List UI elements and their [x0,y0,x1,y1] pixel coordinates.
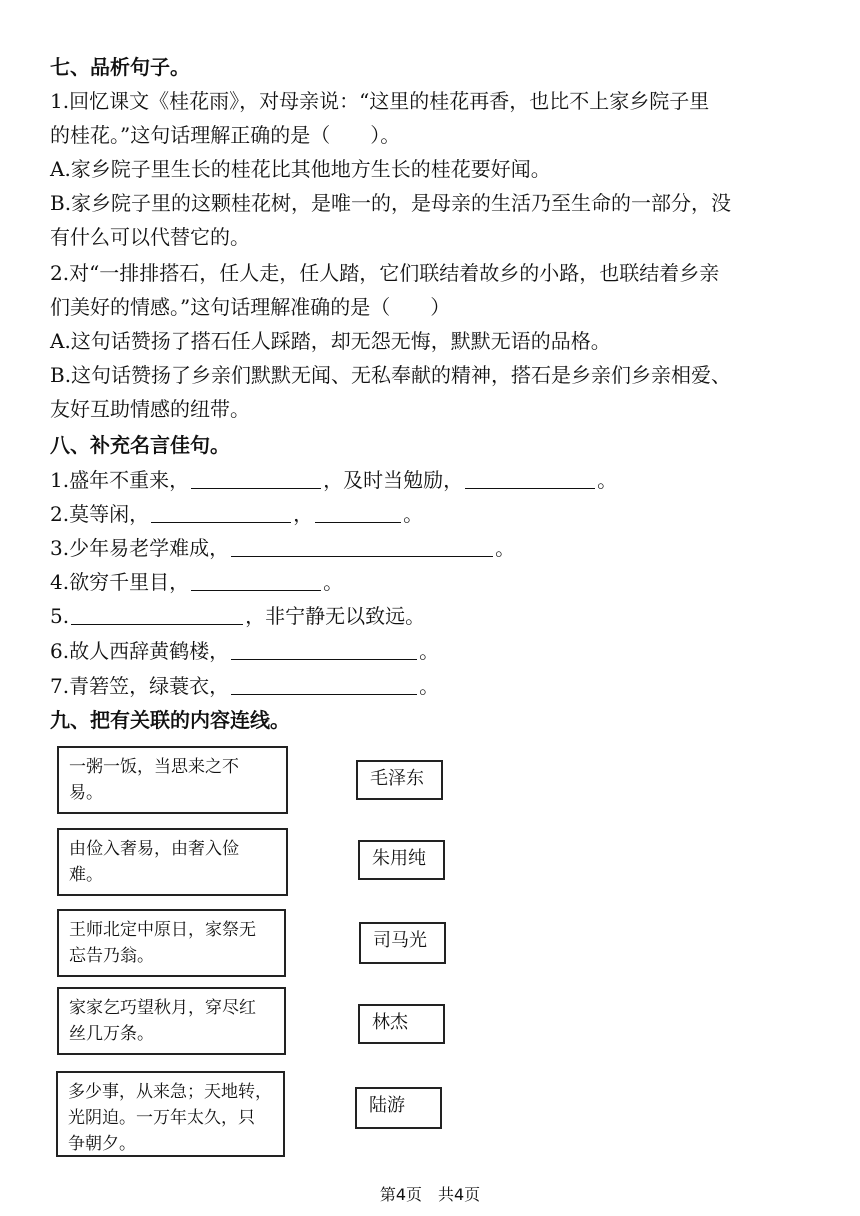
fill-blank[interactable] [465,466,595,489]
author-box-2[interactable]: 朱用纯 [358,840,445,880]
fill-item-3-text: 3.少年易老学难成， [50,536,230,560]
fill-item-4-end: 。 [323,570,344,594]
section8-heading: 八、补充名言佳句。 [50,433,230,457]
quote-box-2[interactable]: 由俭入奢易，由奢入俭 难。 [57,828,288,896]
fill-item-7-text: 7.青箬笠，绿蓑衣， [50,674,230,698]
fill-item-1-mid: ，及时当勉励， [323,468,464,492]
fill-item-3 [50,531,515,565]
q1-option-b-line2: 有什么可以代替它的。 [50,225,250,249]
fill-item-6-end: 。 [419,639,440,663]
q2-option-b-line1: B.这句话赞扬了乡亲们默默无闻、无私奉献的精神，搭石是乡亲们乡亲相爱、 [50,363,732,387]
fill-item-1 [50,463,617,497]
fill-item-2-mid: ， [293,502,314,526]
fill-blank[interactable] [71,602,243,625]
section9-heading: 九、把有关联的内容连线。 [50,708,290,732]
q2-option-a: A.这句话赞扬了搭石任人踩踏，却无怨无悔，默默无语的品格。 [50,329,611,353]
fill-item-5-text: 5. [50,604,70,628]
fill-item-3-end: 。 [495,536,516,560]
q2-stem-line1: 2.对“一排排搭石，任人走，任人踏，它们联结着故乡的小路，也联结着乡亲 [50,261,720,285]
fill-item-2-end: 。 [403,502,424,526]
fill-item-5 [50,599,425,633]
author-box-1[interactable]: 毛泽东 [356,760,443,800]
fill-blank[interactable] [151,500,291,523]
q1-stem-line2: 的桂花。”这句话理解正确的是（ ）。 [50,123,401,147]
author-box-3[interactable]: 司马光 [359,922,446,964]
section7-heading: 七、品析句子。 [50,55,190,79]
fill-item-6 [50,634,439,668]
quote-box-1[interactable]: 一粥一饭，当思来之不 易。 [57,746,288,814]
fill-item-7-end: 。 [419,674,440,698]
q1-option-a: A.家乡院子里生长的桂花比其他地方生长的桂花要好闻。 [50,157,551,181]
author-box-4[interactable]: 林杰 [358,1004,445,1044]
fill-blank[interactable] [315,500,401,523]
fill-blank[interactable] [231,637,417,660]
q1-stem-line1: 1.回忆课文《桂花雨》，对母亲说：“这里的桂花再香，也比不上家乡院子里 [50,89,710,113]
page-number: 第4页 共4页 [379,1185,481,1204]
quote-box-3[interactable]: 王师北定中原日，家祭无 忘告乃翁。 [57,909,286,977]
q1-option-b-line1: B.家乡院子里的这颗桂花树，是唯一的，是母亲的生活乃至生命的一部分，没 [50,191,732,215]
fill-item-5-mid: ，非宁静无以致远。 [245,604,426,628]
fill-item-6-text: 6.故人西辞黄鹤楼， [50,639,230,663]
fill-item-2-text: 2.莫等闲， [50,502,150,526]
fill-item-4-text: 4.欲穷千里目， [50,570,190,594]
quote-box-4[interactable]: 家家乞巧望秋月，穿尽红 丝几万条。 [57,987,286,1055]
fill-item-1-text: 1.盛年不重来， [50,468,190,492]
quote-box-5[interactable]: 多少事，从来急；天地转， 光阴迫。一万年太久，只 争朝夕。 [56,1071,285,1157]
q2-option-b-line2: 友好互助情感的纽带。 [50,397,250,421]
fill-item-4 [50,565,343,599]
author-box-5[interactable]: 陆游 [355,1087,442,1129]
fill-blank[interactable] [231,534,493,557]
fill-item-2 [50,497,423,531]
fill-item-1-end: 。 [597,468,618,492]
fill-blank[interactable] [231,672,417,695]
fill-blank[interactable] [191,466,321,489]
fill-item-7 [50,669,439,703]
fill-blank[interactable] [191,568,321,591]
q2-stem-line2: 们美好的情感。”这句话理解准确的是（ ） [50,295,451,319]
